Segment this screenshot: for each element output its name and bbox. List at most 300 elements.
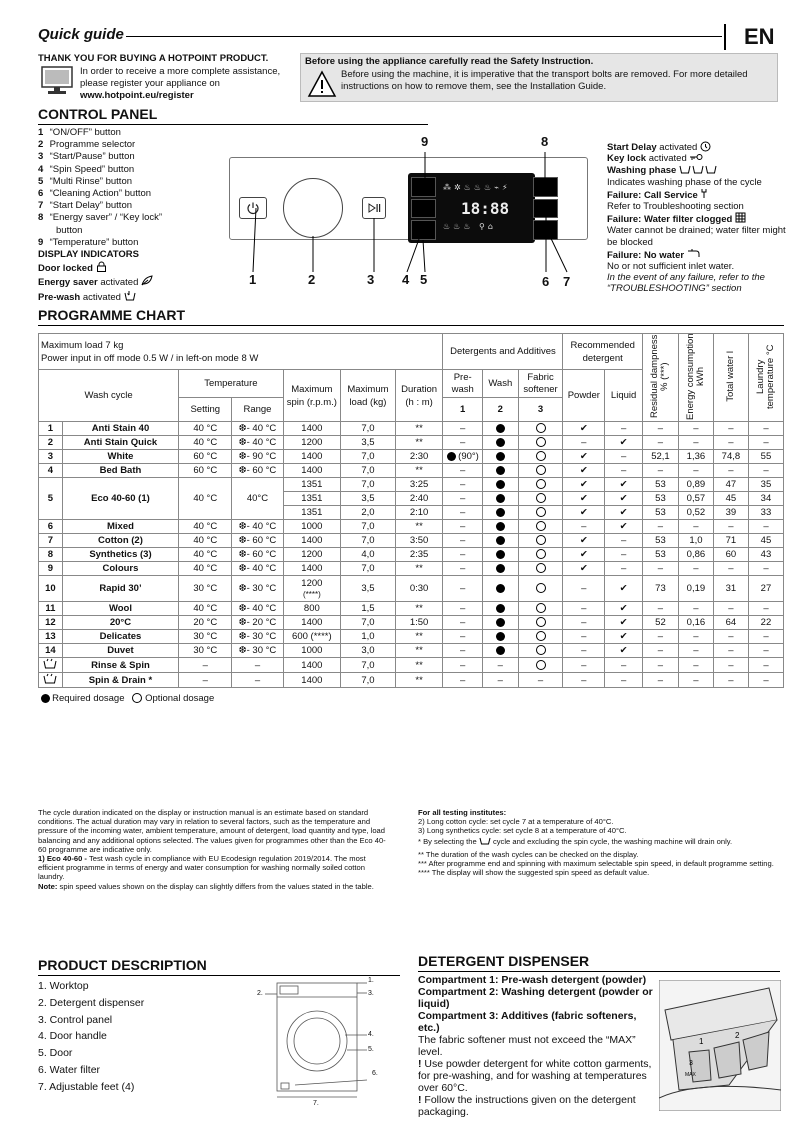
cell-pre: – xyxy=(443,506,482,520)
wash-header: Wash xyxy=(482,370,518,398)
optional-circle-icon xyxy=(536,645,546,655)
cell-energy: – xyxy=(678,602,713,616)
table-row xyxy=(39,548,784,562)
notes-right xyxy=(418,808,780,877)
required-dot-icon xyxy=(496,452,505,461)
cell-set: 60 °C xyxy=(179,450,232,464)
notes-dampness: *** After programme end and spinning with maximum selectable spin speed, in default programme setting. xyxy=(418,859,774,869)
softener-max-text: The fabric softener must not exceed the “MAX” level. xyxy=(418,1034,636,1058)
cell-set: 40 °C xyxy=(179,602,232,616)
compartment-1-header: 1 xyxy=(443,398,482,422)
cell-name: 20°C xyxy=(62,616,178,630)
notes-left xyxy=(38,808,386,891)
cell-wash xyxy=(482,436,518,450)
table-row xyxy=(39,422,784,436)
call-service-indicator: Failure: Call Service xyxy=(607,188,797,201)
cell-spin: 1000 xyxy=(283,644,341,658)
cell-load: 3,5 xyxy=(341,576,396,602)
compartment-2-text: Compartment 2: Washing detergent (powder or liquid) xyxy=(418,986,653,1010)
cell-powder: – xyxy=(563,602,605,616)
product-list xyxy=(38,978,144,1096)
required-dot-icon xyxy=(496,522,505,531)
optional-circle-icon xyxy=(536,493,546,503)
cell-temp: 43 xyxy=(748,548,783,562)
cell-pre: – xyxy=(443,576,482,602)
cell-energy: 1,36 xyxy=(678,450,713,464)
cell-load: 7,0 xyxy=(341,464,396,478)
optional-circle-icon xyxy=(536,479,546,489)
cell-energy: – xyxy=(678,562,713,576)
product-label-3: 3. xyxy=(368,990,374,997)
required-dot-icon xyxy=(496,466,505,475)
cell-powder: – xyxy=(563,673,605,688)
exclamation-icon: ! xyxy=(418,1094,422,1106)
cell-wash xyxy=(482,492,518,506)
snowflake-icon: ❆ xyxy=(238,423,247,434)
energy-saver-indicator: Energy saver activated xyxy=(38,275,228,289)
optional-circle-icon xyxy=(536,465,546,475)
callout-lines xyxy=(229,140,609,276)
cell-range: ❆- 40 °C xyxy=(232,520,283,534)
cell-soft xyxy=(518,436,563,450)
cell-energy: – xyxy=(678,630,713,644)
cell-dur: 1:50 xyxy=(395,616,443,630)
cell-powder: ✔ xyxy=(563,548,605,562)
cell-powder: ✔ xyxy=(563,506,605,520)
cell-soft xyxy=(518,506,563,520)
cell-water: 74,8 xyxy=(713,450,748,464)
cell-powder: – xyxy=(563,436,605,450)
callout-7: 7 xyxy=(563,274,571,289)
cell-liquid: ✔ xyxy=(605,506,643,520)
cell-n: 3 xyxy=(39,450,63,464)
cell-name: Eco 40-60 (1) xyxy=(62,478,178,520)
cell-res: 53 xyxy=(642,492,678,506)
chart-header-info: Maximum load 7 kg Power input in off mode 0.5 W / in left-on mode 8 W xyxy=(39,334,443,370)
cell-liquid: ✔ xyxy=(605,478,643,492)
required-dot-icon xyxy=(496,480,505,489)
cell-load: 7,0 xyxy=(341,562,396,576)
cell-pre: – xyxy=(443,658,482,673)
cell-liquid: – xyxy=(605,534,643,548)
spin-drain-icon xyxy=(479,836,491,845)
detergent-dispenser-rule xyxy=(418,971,780,972)
table-row xyxy=(39,616,784,630)
optional-circle-icon xyxy=(536,631,546,641)
cell-pre: – xyxy=(443,548,482,562)
callout-1: 1 xyxy=(249,272,257,287)
control-panel-list xyxy=(38,127,228,304)
optional-circle-icon xyxy=(536,423,546,433)
cell-pre: – xyxy=(443,422,482,436)
cell-n: 2 xyxy=(39,436,63,450)
cell-dur: ** xyxy=(395,464,443,478)
cell-wash xyxy=(482,548,518,562)
cell-pre: – xyxy=(443,492,482,506)
optional-circle-icon xyxy=(536,437,546,447)
snowflake-icon: ❆ xyxy=(238,521,247,532)
range-header: Range xyxy=(232,398,283,422)
cell-set: 30 °C xyxy=(179,644,232,658)
cell-energy: 0,57 xyxy=(678,492,713,506)
cell-spin: 1200 (****) xyxy=(283,576,341,602)
cell-pre: – xyxy=(443,478,482,492)
required-dot-icon xyxy=(41,694,50,703)
optional-circle-icon xyxy=(536,549,546,559)
cell-name: Duvet xyxy=(62,644,178,658)
callout-3: 3 xyxy=(367,272,375,287)
optional-circle-icon xyxy=(536,603,546,613)
cell-water: – xyxy=(713,562,748,576)
snowflake-icon: ❆ xyxy=(238,465,247,476)
cell-range: – xyxy=(232,673,283,688)
water-filter-indicator: Failure: Water filter clogged xyxy=(607,212,797,225)
computer-icon xyxy=(40,66,74,96)
cell-spin: 600 (****) xyxy=(283,630,341,644)
cell-soft xyxy=(518,616,563,630)
laundry-temp-header: Laundry temperature °C xyxy=(748,334,783,422)
callout-4: 4 xyxy=(402,272,410,287)
cell-liquid: ✔ xyxy=(605,520,643,534)
cell-soft xyxy=(518,658,563,673)
callout-6: 6 xyxy=(542,274,550,289)
cell-dur: ** xyxy=(395,673,443,688)
cell-range: ❆- 30 °C xyxy=(232,576,283,602)
notes-spin: Note: spin speed values shown on the display can slightly differs from the values stated in the table. xyxy=(38,881,374,891)
cell-dur: 3:50 xyxy=(395,534,443,548)
cell-set: 60 °C xyxy=(179,464,232,478)
cell-name: Anti Stain Quick xyxy=(62,436,178,450)
wash-phase-icons xyxy=(679,164,719,174)
cell-temp: – xyxy=(748,673,783,688)
cell-temp: – xyxy=(748,630,783,644)
washing-phase-desc: Indicates washing phase of the cycle xyxy=(607,176,762,188)
water-header: Total water l xyxy=(713,334,748,422)
cell-wash xyxy=(482,422,518,436)
powder-header: Powder xyxy=(563,370,605,422)
cell-wash xyxy=(482,616,518,630)
quick-guide-title: Quick guide xyxy=(38,26,124,43)
cell-res: – xyxy=(642,630,678,644)
cell-res: – xyxy=(642,602,678,616)
cell-powder: – xyxy=(563,616,605,630)
optional-circle-icon xyxy=(536,451,546,461)
cell-range: ❆- 40 °C xyxy=(232,436,283,450)
cell-soft xyxy=(518,630,563,644)
cell-n: 1 xyxy=(39,422,63,436)
cell-energy: – xyxy=(678,422,713,436)
cell-soft xyxy=(518,478,563,492)
cell-water: – xyxy=(713,422,748,436)
notes-synthetics: 3) Long synthetics cycle: set cycle 8 at a temperature of 40°C. xyxy=(418,826,627,836)
cell-temp: 22 xyxy=(748,616,783,630)
cell-name: Spin & Drain * xyxy=(62,673,178,688)
cell-powder: ✔ xyxy=(563,492,605,506)
cell-powder: ✔ xyxy=(563,450,605,464)
start-delay-indicator: Start Delay activated xyxy=(607,141,797,153)
notes-duration: The cycle duration indicated on the display or instruction manual is an estimate based on standard conditions. The actual duration may vary in relation to several factors, such as the temperature and pressure of the incoming water, ambient temperature, amount of detergent, load quantity and type, load balancing and any additional options selected. The values given for programmes other than the Eco 40-60 programme are indicative only. xyxy=(38,808,386,854)
cell-liquid: – xyxy=(605,548,643,562)
list-item: 3. Control panel xyxy=(38,1013,113,1026)
liquid-header: Liquid xyxy=(605,370,643,422)
cell-pre: – xyxy=(443,616,482,630)
cell-energy: 0,52 xyxy=(678,506,713,520)
cell-spin: 1400 xyxy=(283,450,341,464)
cell-dur: ** xyxy=(395,658,443,673)
cell-energy: – xyxy=(678,658,713,673)
cell-water: – xyxy=(713,644,748,658)
dispenser-label-1: 1 xyxy=(699,1037,704,1046)
required-dot-icon xyxy=(496,604,505,613)
cell-spin: 1000 xyxy=(283,520,341,534)
cell-load: 7,0 xyxy=(341,450,396,464)
cell-pre: – xyxy=(443,602,482,616)
cell-soft xyxy=(518,464,563,478)
cell-soft: – xyxy=(518,673,563,688)
cell-soft xyxy=(518,422,563,436)
cell-n: 7 xyxy=(39,534,63,548)
product-label-6: 6. xyxy=(372,1070,378,1077)
cell-liquid: – xyxy=(605,464,643,478)
cell-temp: 35 xyxy=(748,478,783,492)
cell-soft xyxy=(518,534,563,548)
required-dot-icon xyxy=(496,632,505,641)
cell-n: 13 xyxy=(39,630,63,644)
cell-temp: – xyxy=(748,562,783,576)
table-row xyxy=(39,520,784,534)
safety-text: Before using the machine, it is imperative that the transport bolts are removed. For more detailed instructions on how to remove them, see the Installation Guide. xyxy=(341,69,748,92)
setting-header: Setting xyxy=(179,398,232,422)
cell-water: 60 xyxy=(713,548,748,562)
programme-chart-rule xyxy=(38,325,784,326)
required-dot-icon xyxy=(447,452,456,461)
callout-2: 2 xyxy=(308,272,316,287)
snowflake-icon: ❆ xyxy=(238,563,247,574)
cell-pre: – xyxy=(443,464,482,478)
cell-res: 73 xyxy=(642,576,678,602)
cell-range: ❆- 90 °C xyxy=(232,450,283,464)
cell-energy: 1,0 xyxy=(678,534,713,548)
cell-liquid: – xyxy=(605,422,643,436)
display-icons-row-top: ⁂✲♨♨♨⌁⚡ xyxy=(443,183,511,192)
cell-spin: 1400 xyxy=(283,673,341,688)
optional-circle-icon xyxy=(536,507,546,517)
cell-set: 40 °C xyxy=(179,562,232,576)
cell-load: 7,0 xyxy=(341,422,396,436)
cell-energy: 0,89 xyxy=(678,478,713,492)
list-item: 2 Programme selector xyxy=(38,139,136,151)
cell-wash xyxy=(482,478,518,492)
cell-res: – xyxy=(642,673,678,688)
prewash-tub-icon xyxy=(124,290,136,301)
cell-water: – xyxy=(713,436,748,450)
display-digits: 18:88 xyxy=(461,199,510,218)
cell-liquid: ✔ xyxy=(605,492,643,506)
product-label-7: 7. xyxy=(313,1100,319,1107)
cell-spin: 1400 xyxy=(283,658,341,673)
cell-water: 45 xyxy=(713,492,748,506)
cell-soft xyxy=(518,548,563,562)
table-row xyxy=(39,478,784,492)
cell-range: ❆- 30 °C xyxy=(232,630,283,644)
notes-duration-display: ** The duration of the wash cycles can be checked on the display. xyxy=(418,849,639,859)
cell-res: 53 xyxy=(642,534,678,548)
list-item-cont: button xyxy=(56,224,83,236)
cell-set: 20 °C xyxy=(179,616,232,630)
optional-circle-icon xyxy=(536,535,546,545)
door-locked-indicator: Door locked xyxy=(38,261,228,275)
cell-n xyxy=(39,673,63,688)
cell-spin: 1351 xyxy=(283,506,341,520)
required-dot-icon xyxy=(496,508,505,517)
cell-soft xyxy=(518,576,563,602)
cell-pre: – xyxy=(443,562,482,576)
required-dot-icon xyxy=(496,550,505,559)
cell-dur: ** xyxy=(395,562,443,576)
cell-res: – xyxy=(642,464,678,478)
list-item: 8 “Energy saver” / “Key lock” xyxy=(38,212,163,224)
cell-temp: 33 xyxy=(748,506,783,520)
cell-liquid: – xyxy=(605,673,643,688)
cell-wash xyxy=(482,644,518,658)
cell-n: 11 xyxy=(39,602,63,616)
list-item: 1 “ON/OFF” button xyxy=(38,127,121,138)
thanks-text xyxy=(80,66,300,102)
cell-temp: 27 xyxy=(748,576,783,602)
cell-spin: 1351 xyxy=(283,492,341,506)
cell-spin: 800 xyxy=(283,602,341,616)
wash-cycle-header: Wash cycle xyxy=(39,370,179,422)
cell-energy: – xyxy=(678,436,713,450)
cell-powder: – xyxy=(563,576,605,602)
cell-load: 1,5 xyxy=(341,602,396,616)
optional-circle-icon xyxy=(536,563,546,573)
cell-energy: – xyxy=(678,644,713,658)
cell-set: 40 °C xyxy=(179,548,232,562)
cell-wash xyxy=(482,520,518,534)
cell-set: 30 °C xyxy=(179,576,232,602)
exclamation-icon: ! xyxy=(418,1058,422,1070)
programme-table xyxy=(38,333,784,706)
cell-liquid: ✔ xyxy=(605,616,643,630)
cell-set: 40 °C xyxy=(179,520,232,534)
optional-circle-icon xyxy=(536,583,546,593)
cell-spin: 1400 xyxy=(283,534,341,548)
language-code: EN xyxy=(744,24,775,49)
register-link[interactable]: www.hotpoint.eu/register xyxy=(80,90,194,101)
cell-range: ❆- 60 °C xyxy=(232,464,283,478)
cell-n: 14 xyxy=(39,644,63,658)
cell-powder: – xyxy=(563,644,605,658)
cell-dur: ** xyxy=(395,630,443,644)
prewash-header: Pre-wash xyxy=(443,370,482,398)
table-row xyxy=(39,464,784,478)
list-item: 7. Adjustable feet (4) xyxy=(38,1080,135,1093)
failure-note: In the event of any failure, refer to the “TROUBLESHOOTING” section xyxy=(607,272,765,295)
cell-set: – xyxy=(179,673,232,688)
rinse-tub-icon xyxy=(43,673,57,684)
snowflake-icon: ❆ xyxy=(238,645,247,656)
snowflake-icon: ❆ xyxy=(238,583,247,594)
cell-dur: ** xyxy=(395,602,443,616)
cell-powder: – xyxy=(563,630,605,644)
cell-range: ❆- 60 °C xyxy=(232,548,283,562)
cell-n: 6 xyxy=(39,520,63,534)
cell-name: Cotton (2) xyxy=(62,534,178,548)
cell-range: ❆- 40 °C xyxy=(232,562,283,576)
cell-wash xyxy=(482,506,518,520)
product-description-title: PRODUCT DESCRIPTION xyxy=(38,957,207,973)
thanks-title: THANK YOU FOR BUYING A HOTPOINT PRODUCT. xyxy=(38,53,269,64)
required-dot-icon xyxy=(496,584,505,593)
display-indicators-heading: DISPLAY INDICATORS xyxy=(38,249,140,261)
detergent-dispenser-title: DETERGENT DISPENSER xyxy=(418,953,590,969)
callout-8: 8 xyxy=(541,134,549,149)
cell-pre: – xyxy=(443,644,482,658)
cell-soft xyxy=(518,644,563,658)
tap-icon xyxy=(687,248,701,258)
cell-wash xyxy=(482,562,518,576)
notes-testing-title: For all testing institutes: xyxy=(418,808,507,817)
cell-liquid: – xyxy=(605,450,643,464)
table-row xyxy=(39,673,784,688)
washing-phase-indicator: Washing phase xyxy=(607,164,797,176)
cell-wash xyxy=(482,602,518,616)
cell-energy: – xyxy=(678,464,713,478)
snowflake-icon: ❆ xyxy=(238,631,247,642)
dispenser-label-2: 2 xyxy=(735,1031,740,1040)
cell-energy: 0,16 xyxy=(678,616,713,630)
programme-chart-title: PROGRAMME CHART xyxy=(38,307,185,323)
cell-name: Colours xyxy=(62,562,178,576)
residual-header: Residual dampness % (***) xyxy=(642,334,678,422)
cell-liquid: ✔ xyxy=(605,576,643,602)
cell-res: – xyxy=(642,644,678,658)
product-label-5: 5. xyxy=(368,1046,374,1053)
cell-pre: – xyxy=(443,534,482,548)
cell-soft xyxy=(518,602,563,616)
cell-set: 40 °C xyxy=(179,478,232,520)
clock-icon xyxy=(700,141,711,152)
no-water-desc: No or not sufficient inlet water. xyxy=(607,261,735,273)
cell-temp: 34 xyxy=(748,492,783,506)
required-dot-icon xyxy=(496,424,505,433)
padlock-icon xyxy=(96,261,107,272)
compartment-3-text: Compartment 3: Additives (fabric softeners, etc.) xyxy=(418,1010,637,1034)
optional-circle-icon xyxy=(132,693,142,703)
cell-pre: – xyxy=(443,520,482,534)
cell-water: – xyxy=(713,630,748,644)
cell-spin: 1200 xyxy=(283,548,341,562)
cell-range: ❆- 40 °C xyxy=(232,422,283,436)
cell-res: 52 xyxy=(642,616,678,630)
cell-dur: 3:25 xyxy=(395,478,443,492)
cell-range: ❆- 30 °C xyxy=(232,644,283,658)
cell-soft xyxy=(518,562,563,576)
table-row xyxy=(39,644,784,658)
cell-water: 71 xyxy=(713,534,748,548)
cell-water: – xyxy=(713,520,748,534)
cell-wash: – xyxy=(482,673,518,688)
table-row xyxy=(39,576,784,602)
required-dot-icon xyxy=(496,438,505,447)
cell-wash xyxy=(482,450,518,464)
temperature-header: Temperature xyxy=(179,370,283,398)
cell-dur: ** xyxy=(395,520,443,534)
display-icons-row-bottom: ♨♨♨ ⚲⌂ xyxy=(443,222,496,231)
water-filter-desc: Water cannot be drained; water filter might be blocked xyxy=(607,225,786,248)
table-row xyxy=(39,534,784,548)
